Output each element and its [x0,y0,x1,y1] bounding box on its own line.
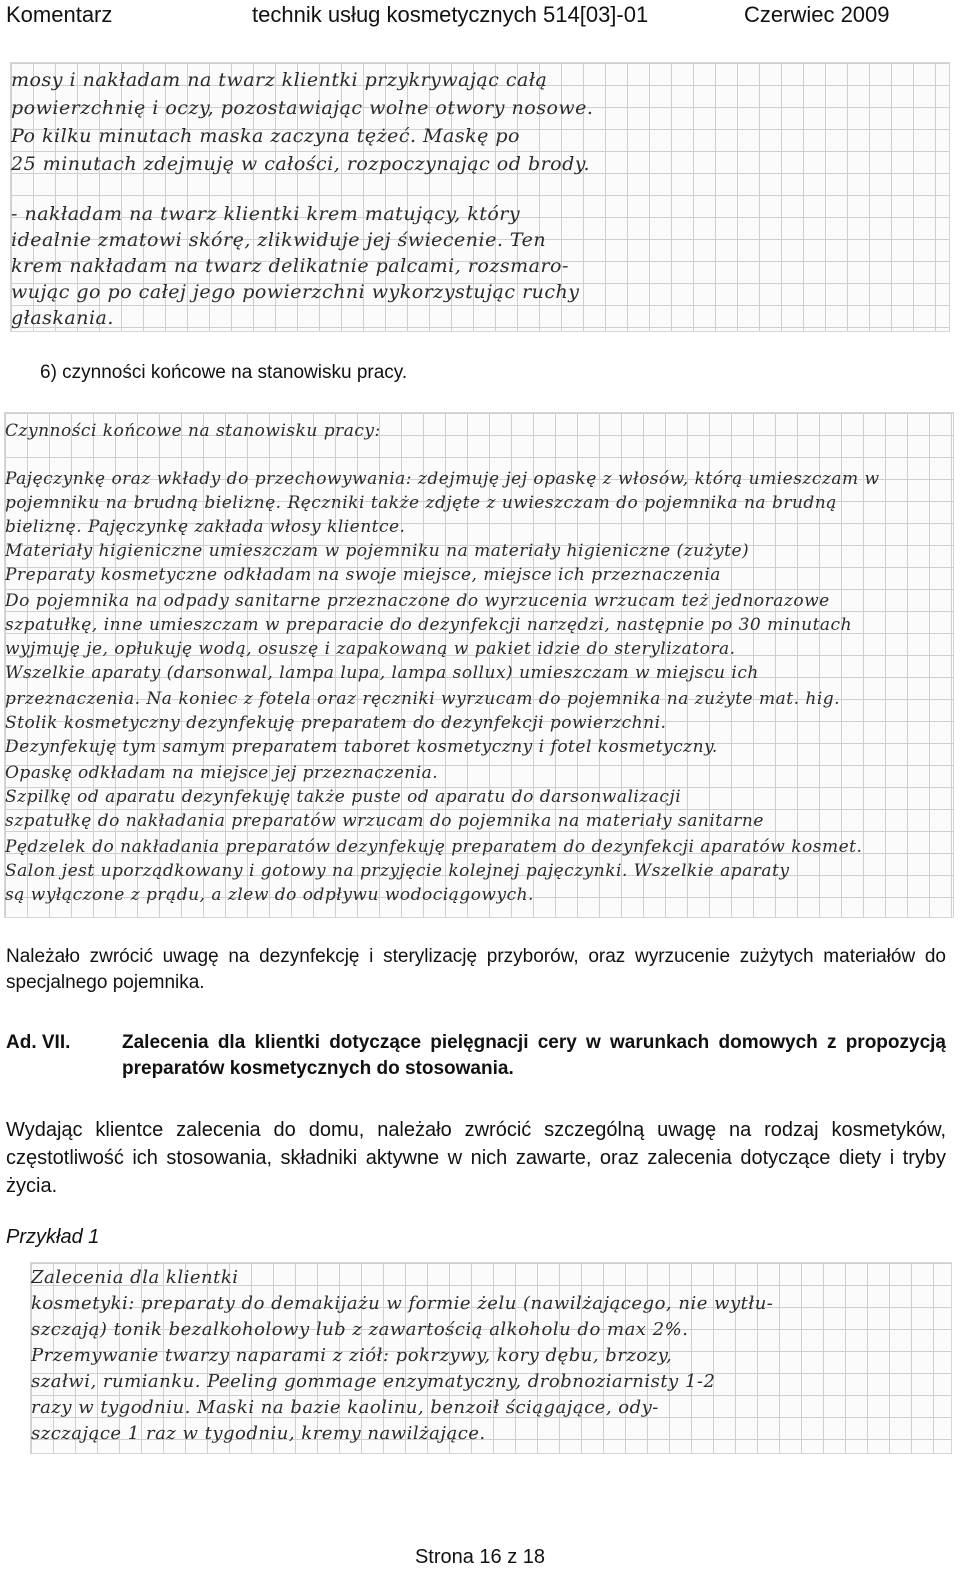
handwritten-line: szczające 1 raz w tygodniu, kremy nawilżające. [31,1423,486,1444]
handwritten-line: szpatułkę do nakładania preparatów wrzucam do pojemnika na materiały sanitarne [5,811,764,831]
handwritten-line: Przemywanie twarzy naparami z ziół: pokrzywy, kory dębu, brzozy, [31,1345,673,1366]
handwritten-line: idealnie zmatowi skórę, zlikwiduje jej świecenie. Ten [11,229,547,251]
page-header [0,0,960,40]
handwritten-line: Stolik kosmetyczny dezynfekuję preparatem do dezynfekcji powierzchni. [5,713,667,733]
handwritten-line: razy w tygodniu. Maski na bazie kaolinu, benzoił ściągające, ody- [31,1397,659,1418]
page-number: Strona 16 z 18 [414,1546,546,1568]
handwritten-line: kosmetyki: preparaty do demakijażu w formie żelu (nawilżającego, nie wytłu- [31,1293,774,1314]
handwritten-line: Wszelkie aparaty (darsonwal, lampa lupa, lampa sollux) umieszczam w miejscu ich [5,663,759,683]
handwritten-line: Po kilku minutach maska zaczyna tężeć. Maskę po [11,125,520,147]
handwritten-line: pojemniku na brudną bieliznę. Ręczniki także zdjęte z uwieszczam do pojemnika na brudną [5,493,837,513]
handwritten-line: Dezynfekuję tym samym preparatem taboret kosmetyczny i fotel kosmetyczny. [5,737,718,757]
handwritten-line: Materiały higieniczne umieszczam w pojemniku na materiały higieniczne (zużyte) [5,541,750,561]
handwritten-line: bieliznę. Pajęczynkę zakłada włosy klientce. [5,517,406,537]
handwritten-line: krem nakładam na twarz delikatnie palcami, rozsmaro- [11,255,569,277]
handwritten-line: - nakładam na twarz klientki krem matujący, który [11,203,521,225]
handwritten-line: Opaskę odkładam na miejsce jej przeznaczenia. [5,763,439,783]
handwritten-scan-mask-procedure [10,62,950,332]
example-label: Przykład 1 [6,1226,100,1248]
handwritten-line: Czynności końcowe na stanowisku pracy: [5,421,381,441]
handwritten-line: Szpilkę od aparatu dezynfekuję także puste od aparatu do darsonwalizacji [5,787,682,807]
handwritten-scan-final-activities [4,412,954,918]
handwritten-line: są wyłączone z prądu, a zlew do odpływu wodociągowych. [5,885,534,905]
intro-paragraph: Wydając klientce zalecenia do domu, należało zwrócić szczególną uwagę na rodzaj kosmetyków, częstotliwość ich stosowania, składniki aktywne w nich zawarte, oraz zalecenia dotyczące diety i tryby życia. [6,1119,946,1197]
section-number: Ad. VII. [6,1032,71,1053]
handwritten-line: 25 minutach zdejmuję w całości, rozpoczynając od brody. [11,153,591,175]
note-paragraph: Należało zwrócić uwagę na dezynfekcję i sterylizację przyborów, oraz wyrzucenie zużytych materiałów do specjalnego pojemnika. [6,946,946,993]
handwritten-line: Salon jest uporządkowany i gotowy na przyjęcie kolejnej pajęczynki. Wszelkie aparaty [5,861,790,881]
header-exam-date: Czerwiec 2009 [744,2,890,27]
header-document-type: Komentarz [6,2,113,27]
handwritten-line: Preparaty kosmetyczne odkładam na swoje miejsce, miejsce ich przeznaczenia [5,565,721,585]
handwritten-scan-recommendations [30,1262,952,1454]
handwritten-line: wyjmuję je, opłukuję wodą, osuszę i zapakowaną w pakiet idzie do sterylizatora. [5,639,736,659]
handwritten-line: Pędzelek do nakładania preparatów dezynfekuję preparatem do dezynfekcji aparatów kosmet. [5,837,863,857]
handwritten-line: wując go po całej jego powierzchni wykorzystując ruchy [11,281,580,303]
handwritten-line: Pajęczynkę oraz wkłady do przechowywania: zdejmuję jej opaskę z włosów, którą umieszczam w [5,469,880,489]
handwritten-line: mosy i nakładam na twarz klientki przykrywając całą [11,69,548,91]
handwritten-line: szpatułkę, inne umieszczam w preparacie do dezynfekcji narzędzi, następnie po 30 minutach [5,615,853,635]
section-title: Zalecenia dla klientki dotyczące pielęgnacji cery w warunkach domowych z propozycją preparatów kosmetycznych do stosowania. [122,1032,946,1079]
handwritten-line: przeznaczenia. Na koniec z fotela oraz ręczniki wyrzucam do pojemnika na zużyte mat. hig. [5,689,841,709]
handwritten-line: głaskania. [11,307,114,329]
step-6-heading: 6) czynności końcowe na stanowisku pracy. [40,362,408,383]
handwritten-line: powierzchnię i oczy, pozostawiając wolne otwory nosowe. [11,97,594,119]
handwritten-line: szałwi, rumianku. Peeling gommage enzymatyczny, drobnoziarnisty 1-2 [31,1371,716,1392]
header-exam-title: technik usług kosmetycznych 514[03]-01 [252,2,649,27]
handwritten-line: szczają) tonik bezalkoholowy lub z zawartością alkoholu do max 2%. [31,1319,689,1340]
handwritten-line: Do pojemnika na odpady sanitarne przeznaczone do wyrzucenia wrzucam też jednorazowe [5,591,830,611]
handwritten-line: Zalecenia dla klientki [31,1267,239,1288]
